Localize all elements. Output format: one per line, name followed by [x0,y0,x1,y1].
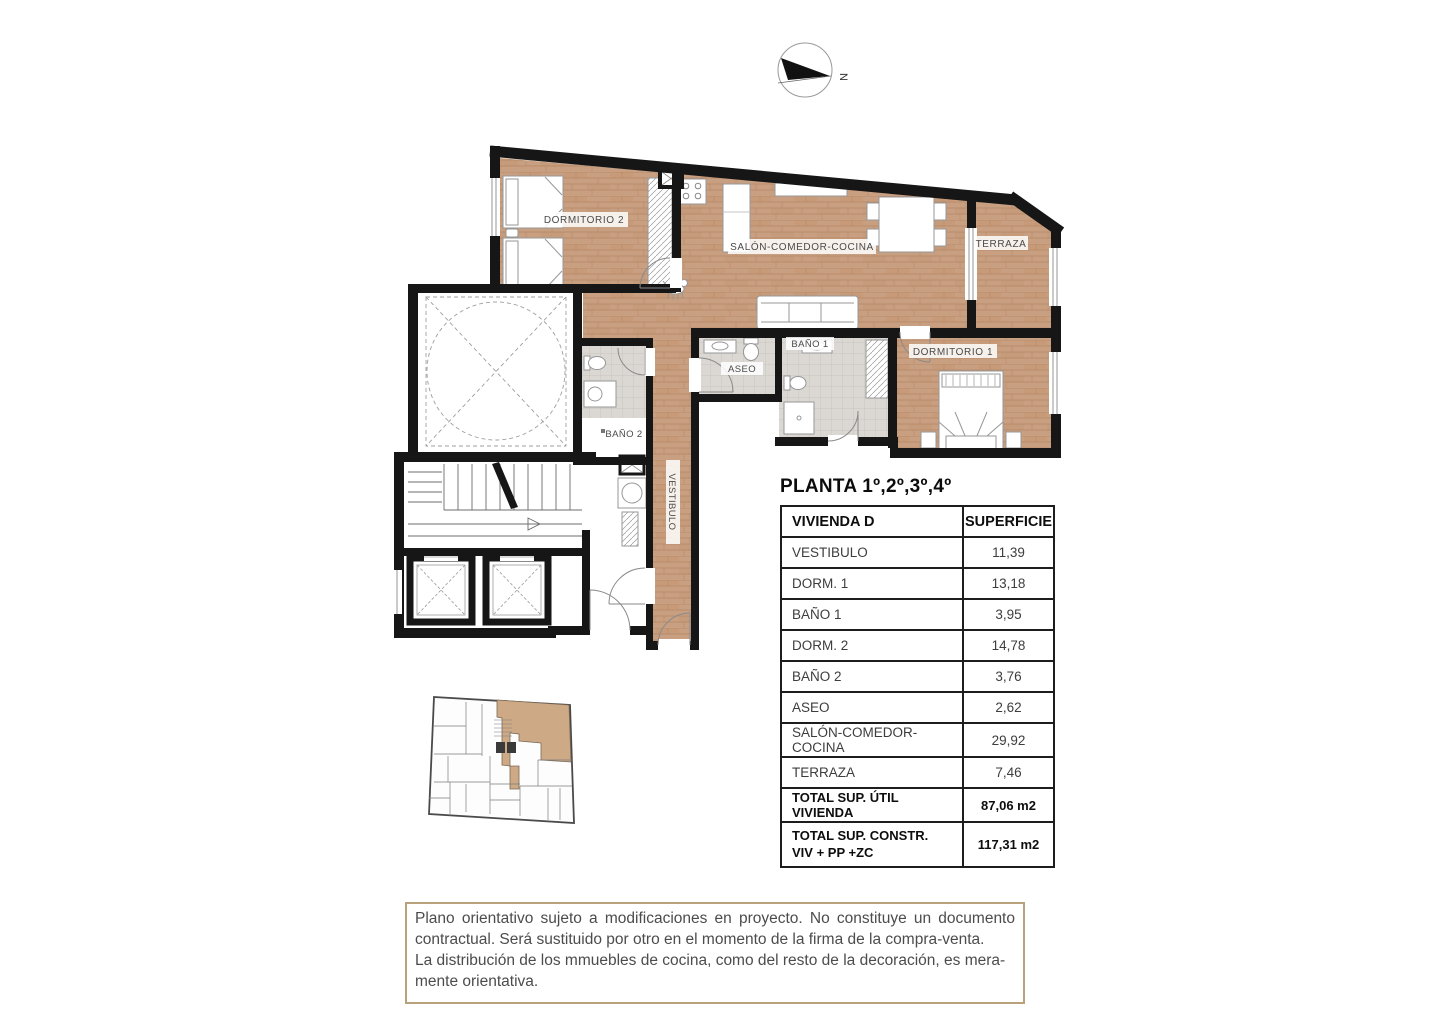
bench-icon [946,436,996,450]
row-label: ASEO [781,692,963,723]
row-label: TERRAZA [781,757,963,788]
label-salon: SALÓN-COMEDOR-COCINA [730,242,874,253]
nightstand-icon [921,432,936,448]
table-total-row [781,822,1054,867]
row-value: 29,92 [963,723,1054,757]
nightstand-icon [1006,432,1021,448]
area-table [780,505,1055,868]
total-label-line1: TOTAL SUP. CONSTR. [792,827,929,843]
label-bano-2: BAÑO 2 [605,429,643,440]
disclaimer-line: La distribución de los mmuebles de cocina, como del resto de la decoración, es mera- [415,952,1006,969]
total-label-line2: VIV + PP +ZC [792,844,874,860]
total-label: TOTAL SUP. ÚTIL VIVIENDA [781,788,963,822]
sofa-icon [757,296,858,329]
row-label: BAÑO 1 [781,599,963,630]
table-header-vivienda: VIVIENDA D [781,506,963,537]
table-header-row [781,506,1054,537]
vanity-icon [584,381,616,407]
row-value: 3,76 [963,661,1054,692]
table-row [781,757,1054,788]
key-plan-elevator [496,742,505,753]
nightstand-icon [506,229,518,237]
label-aseo: ASEO [728,364,756,375]
disclaimer-line: mente orientativa. [415,973,539,990]
table-row [781,723,1054,757]
row-label: DORM. 2 [781,630,963,661]
table-row [781,537,1054,568]
disclaimer [405,902,1025,1004]
row-label: SALÓN-COMEDOR-COCINA [781,723,963,757]
row-value: 14,78 [963,630,1054,661]
label-terraza: TERRAZA [975,239,1027,250]
table-row [781,692,1054,723]
row-value: 2,62 [963,692,1054,723]
row-value: 11,39 [963,537,1054,568]
chair-icon [867,203,880,220]
table-row [781,568,1054,599]
compass-north-label: N [837,73,849,81]
key-plan-unit-corridor [510,766,519,789]
floor-title: PLANTA 1º,2º,3º,4º [780,476,952,497]
toilet-icon [784,376,790,390]
chair-icon [933,229,946,246]
row-label: VESTIBULO [781,537,963,568]
label-vestibulo: VESTIBULO [666,473,677,531]
key-plan-elevator [507,742,516,753]
closet-icon [622,512,638,546]
chair-icon [933,203,946,220]
shower-icon [784,402,814,434]
stairs-floor [402,460,584,550]
table-header-superficie: SUPERFICIE [963,506,1054,537]
table-row [781,661,1054,692]
row-label: BAÑO 2 [781,661,963,692]
disclaimer-line: contractual. Será sustituido por otro en el momento de la firma de la compra-venta. [415,931,985,948]
table-row [781,630,1054,661]
disclaimer-line: Plano orientativo sujeto a modificaciones en proyecto. No constituye un documento [415,910,1015,927]
label-dormitorio-2: DORMITORIO 2 [543,215,625,226]
row-value: 7,46 [963,757,1054,788]
label-dormitorio-1: DORMITORIO 1 [912,347,994,358]
row-label: DORM. 1 [781,568,963,599]
row-value: 3,95 [963,599,1054,630]
label-bano-1: BAÑO 1 [791,339,829,350]
table-row [781,599,1054,630]
total-value: 87,06 m2 [963,788,1054,822]
dining-table-icon [879,197,934,252]
total-label [781,822,963,867]
key-plan [420,690,588,840]
table-total-row [781,788,1054,822]
total-value: 117,31 m2 [963,822,1054,867]
row-value: 13,18 [963,568,1054,599]
